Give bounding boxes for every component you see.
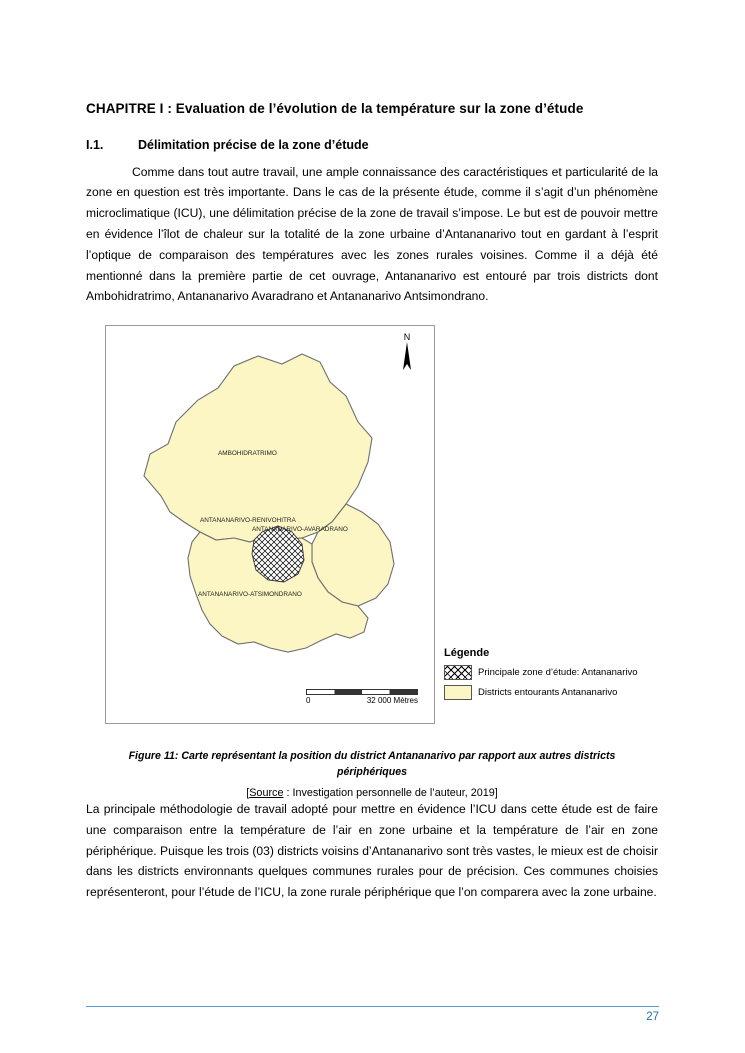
map-label-avaradrano: ANTANANARIVO-AVARADRANO — [252, 526, 348, 534]
source-label: Source — [249, 786, 284, 799]
legend-swatch-hatch-icon — [444, 665, 472, 680]
map-legend — [444, 647, 658, 705]
figure-caption: Figure 11: Carte représentant la position du district Antananarivo par rapport aux autres districts périphériques — [128, 750, 616, 779]
map-label-atsimondrano: ANTANANARIVO-ATSIMONDRANO — [198, 591, 302, 599]
scalebar-bar — [306, 689, 418, 695]
legend-label-surrounding-districts: Districts entourants Antananarivo — [478, 687, 618, 699]
section-title: Délimitation précise de la zone d’étude — [138, 137, 369, 152]
figure-11 — [86, 325, 658, 741]
page-number: 27 — [646, 1011, 659, 1023]
map-image — [105, 325, 435, 724]
scalebar-min: 0 — [306, 696, 311, 706]
scalebar-max: 32 000 Mètres — [366, 696, 418, 706]
map-label-renivohitra: ANTANANARIVO-RENIVOHITRA — [200, 517, 296, 525]
section-heading — [86, 138, 658, 152]
paragraph-methodology: La principale méthodologie de travail adopté pour mettre en évidence l’ICU dans cette étude est de faire une comparaison entre la température de l’air en zone urbaine et la température de l’air en zone périphérique. Puisque les trois (03) districts voisins d’Antananarivo sont très vastes, le mieux est de choisir dans les districts environnants quelques communes rurales pour de précision. Ces communes choisies représenteront, pour l’étude de l’ICU, la zone rurale périphérique que l’on comparera avec la zone urbaine. — [86, 801, 658, 900]
section-number: I.1. — [86, 137, 104, 152]
map-svg — [106, 326, 432, 721]
source-bracket-open: [ — [246, 786, 250, 799]
north-letter: N — [403, 332, 411, 343]
north-arrow-icon — [396, 332, 418, 374]
map-label-ambohidratrimo: AMBOHIDRATRIMO — [218, 450, 277, 458]
page-title: CHAPITRE I : Evaluation de l’évolution de la température sur la zone d’étude — [86, 101, 584, 116]
figure-source — [86, 787, 658, 799]
source-rest: : Investigation personnelle de l’auteur, 2019 — [283, 786, 495, 799]
legend-swatch-plain-icon — [444, 685, 472, 700]
page-footer — [86, 1006, 659, 1023]
source-bracket-close: ] — [494, 786, 498, 799]
map-scalebar — [306, 689, 418, 705]
legend-item-study-zone — [444, 665, 658, 680]
paragraph-intro: Comme dans tout autre travail, une ample connaissance des caractéristiques et particularité de la zone en question est très importante. Dans le cas de la présente étude, comme il s’agit d’un phénomène microclimatique (ICU), une délimitation précise de la zone de travail s’impose. Le but est de pouvoir mettre en évidence l’îlot de chaleur sur la totalité de la zone urbaine d’Antananarivo tout en gardant à l’esprit l’optique de comparaison des températures avec les zones rurales voisines. Comme il a déjà été mentionné dans la première partie de cet ouvrage, Antananarivo est entouré par trois districts dont Ambohidratrimo, Antananarivo Avaradrano et Antananarivo Antsimondrano. — [86, 164, 658, 304]
legend-label-study-zone: Principale zone d’étude: Antananarivo — [478, 667, 638, 679]
legend-item-surrounding-districts — [444, 685, 658, 700]
legend-title: Légende — [444, 647, 490, 660]
north-arrow-glyph — [401, 342, 413, 372]
page-content — [86, 100, 658, 907]
